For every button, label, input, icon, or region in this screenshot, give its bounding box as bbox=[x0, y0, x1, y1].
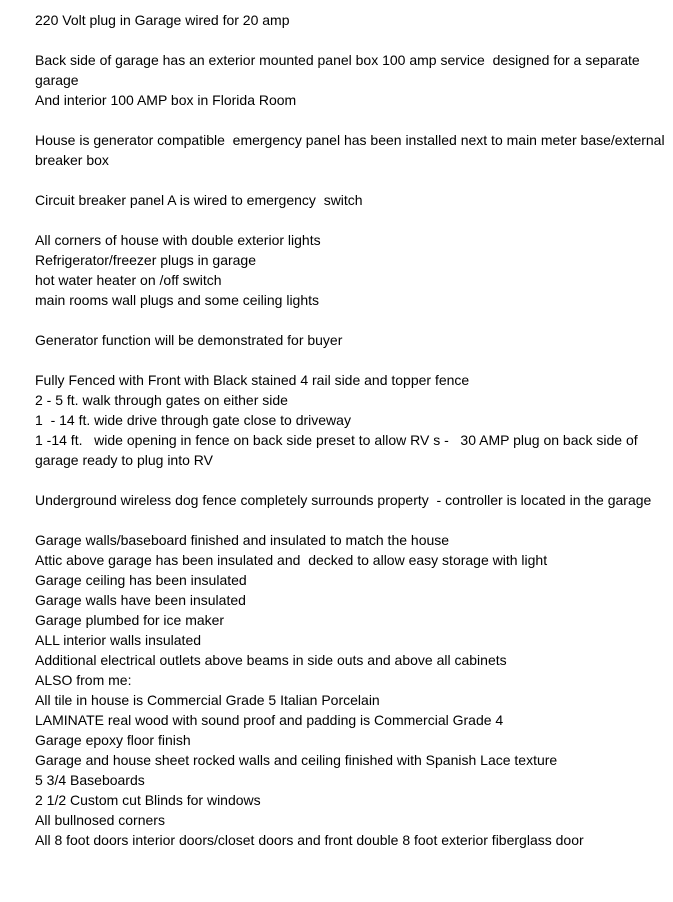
text-line: Additional electrical outlets above beams in side outs and above all cabinets bbox=[35, 652, 507, 668]
text-line: And interior 100 AMP box in Florida Room bbox=[35, 92, 297, 108]
text-line: LAMINATE real wood with sound proof and padding is Commercial Grade 4 bbox=[35, 712, 504, 728]
text-line: Generator function will be demonstrated for buyer bbox=[35, 332, 343, 348]
text-line: Garage ceiling has been insulated bbox=[35, 572, 247, 588]
text-line: Back side of garage has an exterior mounted panel box 100 amp service designed for a separate garage bbox=[35, 52, 644, 88]
text-line: Circuit breaker panel A is wired to emergency switch bbox=[35, 192, 363, 208]
text-line: ALL interior walls insulated bbox=[35, 632, 202, 648]
text-line: House is generator compatible emergency panel has been installed next to main meter base/external breaker box bbox=[35, 132, 669, 168]
text-line: ALSO from me: bbox=[35, 672, 132, 688]
paragraph-generator-compatible bbox=[35, 130, 669, 170]
text-line: All corners of house with double exterior lights bbox=[35, 232, 321, 248]
text-line: 2 - 5 ft. walk through gates on either side bbox=[35, 392, 288, 408]
text-line: Fully Fenced with Front with Black stained 4 rail side and topper fence bbox=[35, 372, 470, 388]
text-line: Garage epoxy floor finish bbox=[35, 732, 191, 748]
paragraph-panel-boxes bbox=[35, 50, 665, 110]
text-line: All tile in house is Commercial Grade 5 Italian Porcelain bbox=[35, 692, 380, 708]
paragraph-dog-fence bbox=[35, 490, 665, 510]
paragraph-emergency-circuits bbox=[35, 230, 665, 310]
text-line: All bullnosed corners bbox=[35, 812, 165, 828]
text-line: 5 3/4 Baseboards bbox=[35, 772, 145, 788]
paragraph-garage-and-finishes bbox=[35, 530, 665, 850]
text-line: Garage walls/baseboard finished and insulated to match the house bbox=[35, 532, 450, 548]
paragraph-circuit-breaker bbox=[35, 190, 665, 210]
text-line: All 8 foot doors interior doors/closet doors and front double 8 foot exterior fiberglass door bbox=[35, 832, 584, 848]
text-line: 220 Volt plug in Garage wired for 20 amp bbox=[35, 12, 290, 28]
text-line: Garage walls have been insulated bbox=[35, 592, 246, 608]
text-line: 2 1/2 Custom cut Blinds for windows bbox=[35, 792, 261, 808]
document-body bbox=[35, 10, 669, 850]
text-line: Attic above garage has been insulated and decked to allow easy storage with light bbox=[35, 552, 548, 568]
paragraph-generator-demo bbox=[35, 330, 665, 350]
text-line: Refrigerator/freezer plugs in garage bbox=[35, 252, 257, 268]
text-line: hot water heater on /off switch bbox=[35, 272, 222, 288]
text-line: main rooms wall plugs and some ceiling lights bbox=[35, 292, 320, 308]
text-line: 1 -14 ft. wide opening in fence on back side preset to allow RV s - 30 AMP plug on back side of garage ready to plug into RV bbox=[35, 432, 642, 468]
text-line: Garage and house sheet rocked walls and ceiling finished with Spanish Lace texture bbox=[35, 752, 558, 768]
text-line: 1 - 14 ft. wide drive through gate close to driveway bbox=[35, 412, 351, 428]
text-line: Underground wireless dog fence completely surrounds property - controller is located in the garage bbox=[35, 492, 652, 508]
paragraph-fencing bbox=[35, 370, 665, 470]
text-line: Garage plumbed for ice maker bbox=[35, 612, 225, 628]
paragraph-220-volt-plug bbox=[35, 10, 665, 30]
